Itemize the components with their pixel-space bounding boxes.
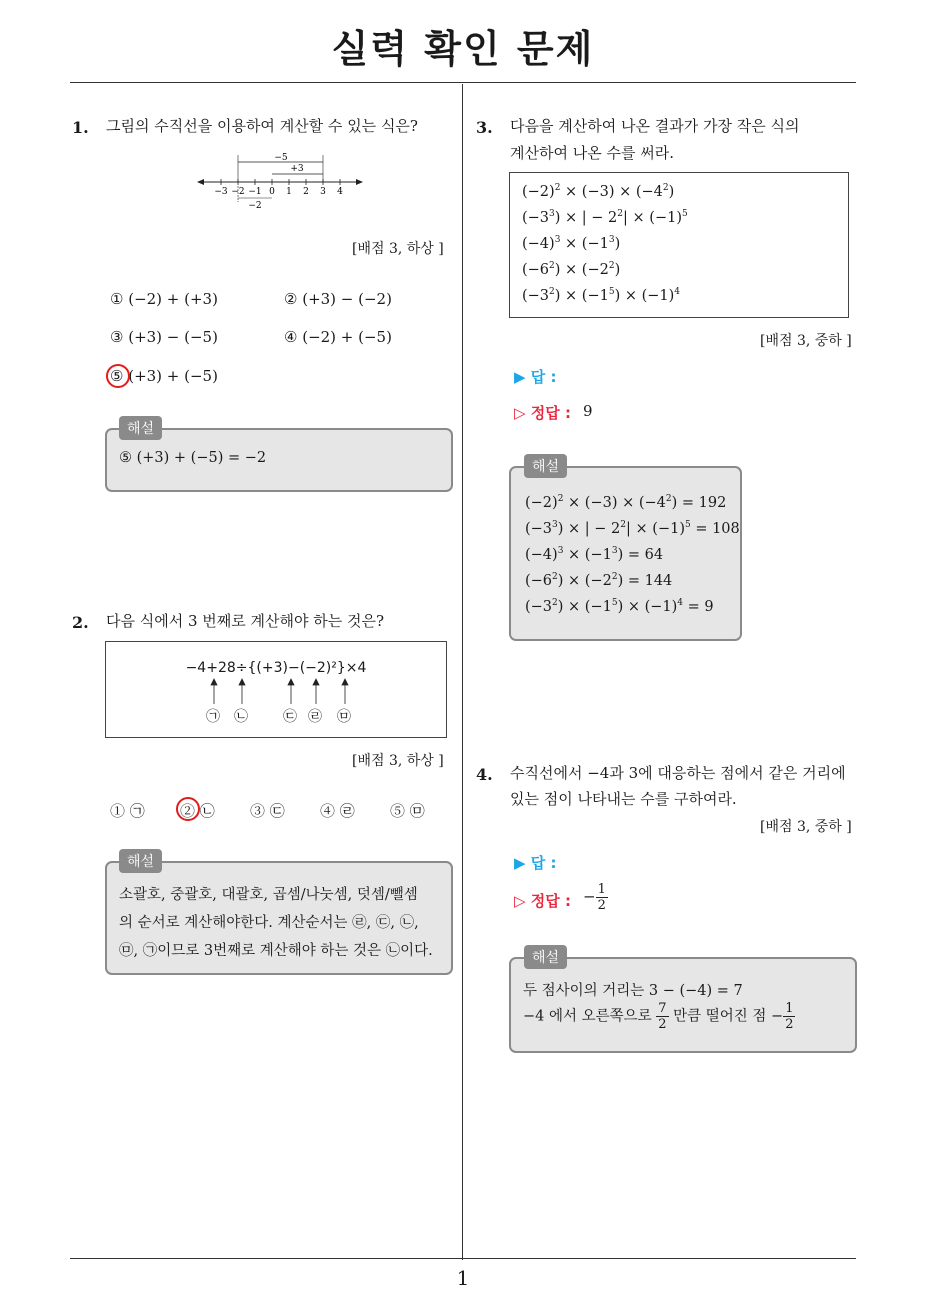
q2-marker-2: ㉡ <box>234 709 248 725</box>
q2-selected-mark <box>176 797 200 821</box>
q3-expression-1: $(-2)^2 \times (-3) \times (-4^2)$ <box>522 183 675 200</box>
q3-expression-box <box>509 172 849 318</box>
q3-text-line-1: 다음을 계산하여 나온 결과가 가장 작은 식의 <box>510 117 800 135</box>
q2-option-3[interactable]: ③ ㉢ <box>250 802 285 820</box>
q4-solution-tag: 해설 <box>524 945 567 969</box>
q2-solution-line-1: 소괄호, 중괄호, 대괄호, 곱셈/나눗셈, 덧셈/뺄셈 <box>119 887 418 903</box>
q1-option-5[interactable]: ⑤ (+3) + (−5) <box>110 367 218 385</box>
q3-number: 3. <box>476 118 493 137</box>
q2-expression-box <box>105 641 447 738</box>
q3-expression-5: $(-3^2) \times (-1^5) \times (-1)^4$ <box>522 287 681 304</box>
q2-option-2[interactable]: ② ㉡ <box>180 802 215 820</box>
q4-text-line-2: 있는 점이 나타내는 수를 구하여라. <box>510 790 737 808</box>
q4-correct-label: ▷ 정답 : <box>514 892 571 910</box>
q2-marker-1: ㉠ <box>206 709 220 725</box>
q1-tick-label: −3 <box>214 187 228 197</box>
column-divider <box>462 84 463 1260</box>
q3-correct-value: 9 <box>583 402 593 420</box>
q3-answer-label: ▶ 답 : <box>514 368 557 386</box>
q3-solution-line-1: $(-2)^2 \times (-3) \times (-4^2) = 192$ <box>525 494 727 511</box>
q1-number: 1. <box>72 118 89 137</box>
q1-selected-mark <box>106 364 130 388</box>
q4-correct-value: − $\frac{1}{2}$ <box>583 882 606 913</box>
q4-solution-line-1: 두 점사이의 거리는 3 − (−4) = 7 <box>523 983 743 999</box>
q2-option-1[interactable]: ① ㉠ <box>110 802 145 820</box>
q2-solution-tag: 해설 <box>119 849 162 873</box>
q1-tick-label: 2 <box>303 187 309 197</box>
q1-option-2[interactable]: ② (+3) − (−2) <box>284 290 392 308</box>
q3-solution-line-2: $(-3^3)$ × | − $2^2| \times (-1)^5 = 108$ <box>525 520 740 537</box>
q3-text-line-2: 계산하여 나온 수를 써라. <box>510 144 674 162</box>
q4-score: [배점 3, 중하 ] <box>760 819 852 835</box>
q1-option-1[interactable]: ① (−2) + (+3) <box>110 290 218 308</box>
q1-score: [배점 3, 하상 ] <box>352 241 444 257</box>
q2-option-5[interactable]: ⑤ ㉤ <box>390 802 425 820</box>
q1-tick-label: 1 <box>286 187 292 197</box>
q1-label-bottom: −2 <box>248 201 262 211</box>
q2-marker-4: ㉣ <box>308 709 322 725</box>
q2-solution-box <box>105 861 453 975</box>
q1-label-top: −5 <box>274 153 288 163</box>
q2-option-4[interactable]: ④ ㉣ <box>320 802 355 820</box>
q3-solution-tag: 해설 <box>524 454 567 478</box>
q1-label-mid: +3 <box>290 164 304 174</box>
q4-solution-box <box>509 957 857 1053</box>
q1-text: 그림의 수직선을 이용하여 계산할 수 있는 식은? <box>106 117 418 135</box>
q3-solution-line-4: $(-6^2) \times (-2^2) = 144$ <box>525 572 673 589</box>
q3-solution-line-3: $(-4)^3 \times (-1^3) = 64$ <box>525 546 664 563</box>
q2-expression: −4+28÷{(+3)−(−2)²}×4 <box>185 660 367 676</box>
q3-score: [배점 3, 중하 ] <box>760 333 852 349</box>
q1-option-4[interactable]: ④ (−2) + (−5) <box>284 328 392 346</box>
q1-option-3[interactable]: ③ (+3) − (−5) <box>110 328 218 346</box>
q2-solution-line-3: ㉤, ㉠이므로 3번째로 계산해야 하는 것은 ㉡이다. <box>119 943 433 959</box>
q1-tick-label: −1 <box>248 187 262 197</box>
q1-tick-label: −2 <box>231 187 245 197</box>
q2-text: 다음 식에서 3 번째로 계산해야 하는 것은? <box>106 612 385 630</box>
q2-marker-3: ㉢ <box>283 709 297 725</box>
q2-score: [배점 3, 하상 ] <box>352 753 444 769</box>
footer-rule <box>70 1258 856 1259</box>
q2-number: 2. <box>72 613 89 632</box>
q3-solution-line-5: $(-3^2) \times (-1^5) \times (-1)^4 = 9$ <box>525 598 714 615</box>
page-title: 실력 확인 문제 <box>331 27 595 71</box>
q3-expression-2: $(-3^3)$ × | − $2^2| \times (-1)^5$ <box>522 209 688 226</box>
q4-solution-line-2: −4 에서 오른쪽으로 $\frac{7}{2}$ 만큼 떨어진 점 − $\frac{1}{2}$ <box>523 1001 794 1032</box>
q4-text-line-1: 수직선에서 −4과 3에 대응하는 점에서 같은 거리에 <box>510 764 846 782</box>
q2-marker-5: ㉤ <box>337 709 351 725</box>
page-number: 1 <box>456 1266 470 1290</box>
q1-tick-label: 0 <box>269 187 275 197</box>
q4-answer-label: ▶ 답 : <box>514 854 557 872</box>
q3-expression-3: $(-4)^3 \times (-1^3)$ <box>522 235 621 252</box>
q1-tick-label: 3 <box>320 187 326 197</box>
header-rule <box>70 82 856 83</box>
q4-number: 4. <box>476 765 493 784</box>
q2-solution-line-2: 의 순서로 계산해야한다. 계산순서는 ㉣, ㉢, ㉡, <box>119 915 419 931</box>
q3-expression-4: $(-6^2) \times (-2^2)$ <box>522 261 621 278</box>
q3-solution-box <box>509 466 742 641</box>
q1-tick-label: 4 <box>337 187 343 197</box>
q1-solution-text: ⑤ (+3) + (−5) = −2 <box>119 450 267 466</box>
q1-solution-tag: 해설 <box>119 416 162 440</box>
q3-correct-label: ▷ 정답 : <box>514 404 571 422</box>
q2-arrows <box>106 676 446 706</box>
q1-number-line <box>195 150 365 212</box>
